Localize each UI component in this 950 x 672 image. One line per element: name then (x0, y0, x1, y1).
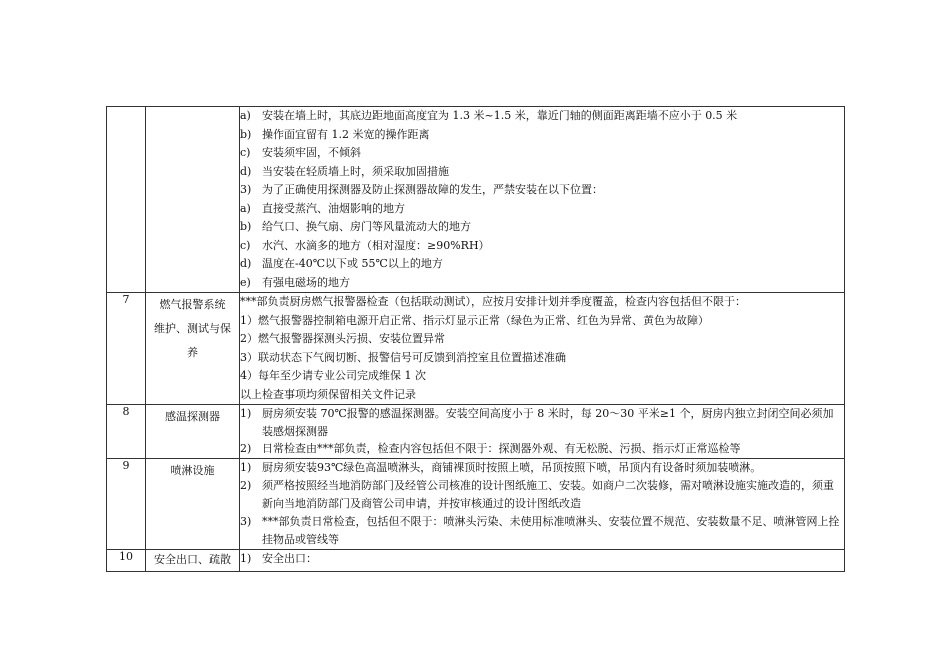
item-text: 有强电磁场的地方 (262, 275, 350, 289)
table-row-continued (107, 107, 845, 293)
row-number-cell (107, 107, 146, 293)
content-line: 以上检查事项均须保留相关文件记录 (240, 387, 416, 401)
item-text: 安装须牢固，不倾斜 (262, 146, 361, 159)
list-item (240, 274, 844, 293)
row-content (240, 293, 845, 405)
row-name-line: 维护、测试与保 (154, 322, 231, 335)
item-label: 3) (240, 183, 252, 196)
row-number: 7 (107, 293, 146, 405)
list-item (240, 440, 844, 458)
table-row-10 (107, 550, 845, 572)
list-item (240, 477, 844, 513)
item-text: 操作面宜留有 1.2 米宽的操作距离 (262, 127, 430, 141)
row-name (146, 293, 240, 405)
row-name: 喷淋设施 (146, 459, 240, 550)
list-item (240, 163, 844, 182)
content-line: 2）燃气报警器探测头污损、安装位置异常 (240, 332, 445, 345)
item-text: 水汽、水滴多的地方（相对湿度：≥90%RH） (262, 238, 490, 252)
item-text: 当安装在轻质墙上时，须采取加固措施 (262, 164, 449, 178)
row-name: 感温探测器 (146, 405, 240, 459)
item-text: ***部负责日常检查，包括但不限于：喷淋头污染、未使用标准喷淋头、安装位置不规范、安装数量不足、喷淋管网上拴挂物品或管线等 (262, 515, 840, 546)
row-name-line: 燃气报警系统 (159, 298, 226, 311)
item-label: 1) (240, 461, 252, 474)
row-content (240, 550, 845, 572)
item-label: d) (240, 164, 252, 178)
item-label: 3) (240, 515, 252, 528)
list-item (240, 550, 844, 569)
row-content (240, 459, 845, 550)
list-item (240, 218, 844, 237)
row-content-cell (240, 107, 845, 293)
item-label: 2) (240, 442, 252, 455)
list-item (240, 200, 844, 219)
row-number: 10 (107, 550, 146, 572)
item-label: b) (240, 220, 252, 233)
row-content (240, 405, 845, 459)
item-text: 为了正确使用探测器及防止探测器故障的发生，严禁安装在以下位置： (262, 183, 603, 196)
table-row-7 (107, 293, 845, 405)
item-text: 直接受蒸汽、油烟影响的地方 (262, 201, 405, 215)
item-label: c) (240, 238, 251, 252)
item-label: b) (240, 127, 252, 141)
list-item (240, 181, 844, 200)
item-text: 安装在墙上时，其底边距地面高度宜为 1.3 米~1.5 米，靠近门轴的侧面距离距墙不应小于 0.5 米 (262, 109, 738, 122)
item-label: 1) (240, 407, 252, 420)
item-text: 温度在-40℃以下或 55℃以上的地方 (262, 257, 443, 270)
item-text: 厨房须安装93℃绿色高温喷淋头，商铺裸顶时按照上喷，吊顶按照下喷，吊顶内有设备时须加装喷淋。 (262, 461, 762, 474)
item-label: d) (240, 257, 252, 270)
inspection-table (106, 106, 845, 572)
list-item (240, 459, 844, 477)
row-name-cell (146, 107, 240, 293)
list-item (240, 405, 844, 440)
row-number: 9 (107, 459, 146, 550)
list-item (240, 513, 844, 549)
content-line: 3）联动状态下气阀切断、报警信号可反馈到消控室且位置描述准确 (240, 350, 566, 364)
item-text: 日常检查由***部负责，检查内容包括但不限于：探测器外观、有无松脱、污损、指示灯正常巡检等 (262, 442, 741, 455)
item-text: 给气口、换气扇、房门等风量流动大的地方 (262, 220, 471, 233)
list-item (240, 107, 844, 126)
item-text: 厨房须安装 70℃报警的感温探测器。安装空间高度小于 8 米时，每 20～30 平米≥1 个，厨房内独立封闭空间必须加装感烟探测器 (262, 407, 834, 438)
row-name-line: 养 (187, 346, 198, 359)
list-item (240, 237, 844, 256)
item-label: a) (240, 109, 251, 122)
item-label: e) (240, 275, 251, 289)
table-row-9 (107, 459, 845, 550)
list-item (240, 255, 844, 274)
table-row-8 (107, 405, 845, 459)
item-text: 安全出口： (262, 552, 317, 565)
item-text: 须严格按照经当地消防部门及经管公司核准的设计图纸施工、安装。如商户二次装修，需对喷淋设施实施改造的，须重新向当地消防部门及商管公司申请，并按审核通过的设计图纸改造 (262, 479, 834, 510)
item-label: 2) (240, 479, 252, 492)
item-label: a) (240, 201, 251, 215)
item-label: c) (240, 146, 251, 159)
content-line: ***部负责厨房燃气报警器检查（包括联动测试），应按月安排计划并季度覆盖，检查内容包括但不限于： (240, 295, 746, 308)
list-item (240, 126, 844, 145)
list-item (240, 144, 844, 163)
content-line: 4）每年至少请专业公司完成维保 1 次 (240, 369, 426, 382)
content-line: 1）燃气报警器控制箱电源开启正常、指示灯显示正常（绿色为正常、红色为异常、黄色为故障） (240, 313, 709, 327)
row-number: 8 (107, 405, 146, 459)
row-name: 安全出口、疏散 (146, 550, 240, 572)
item-label: 1) (240, 552, 252, 565)
